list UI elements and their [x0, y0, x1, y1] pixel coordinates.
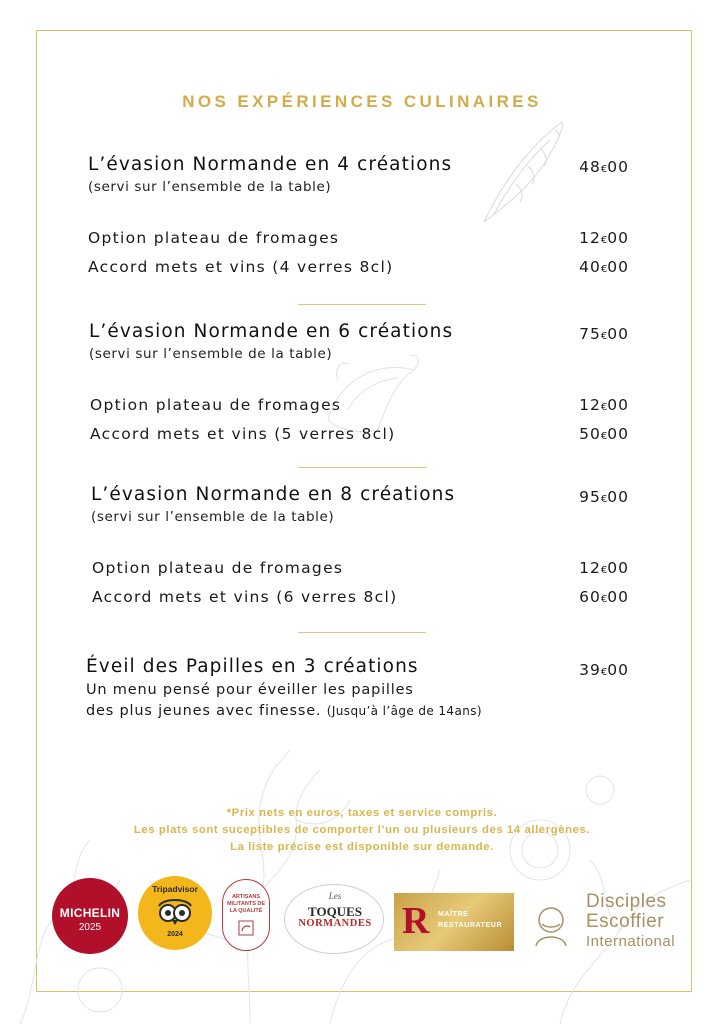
tripadvisor-logo — [138, 876, 212, 950]
option-wine-price-6: 50€00 — [579, 425, 629, 443]
maitre-restaurateur-logo — [394, 893, 514, 951]
option-cheese-4: Option plateau de fromages — [88, 229, 340, 247]
footer-allergens-note: Les plats sont suceptibles de comporter l’un ou plusieurs des 14 allergènes. — [133, 824, 591, 836]
kids-menu-age-note: (Jusqu’à l’âge de 14ans) — [326, 704, 482, 718]
toques-label: TOQUES — [308, 904, 362, 919]
international-line: International — [586, 933, 676, 950]
kids-menu-price: 39€00 — [579, 661, 629, 679]
separator — [298, 467, 426, 468]
menu-subtitle-4: (servi sur l’ensemble de la table) — [88, 179, 332, 195]
option-cheese-price-6: 12€00 — [579, 396, 629, 414]
owl-icon — [157, 896, 193, 926]
menu-title-8: L’évasion Normande en 8 créations — [91, 484, 456, 505]
menu-subtitle-8: (servi sur l’ensemble de la table) — [91, 509, 335, 525]
option-wine-price-4: 40€00 — [579, 258, 629, 276]
disciples-line: Disciples — [586, 891, 667, 912]
escoffier-line: Escoffier — [586, 911, 665, 932]
disciples-label — [586, 892, 675, 952]
tripadvisor-year: 2024 — [167, 931, 183, 938]
toques-normandes-logo — [284, 884, 384, 954]
separator — [298, 632, 426, 633]
disciples-escoffier-logo — [526, 892, 686, 954]
artisans-label: ARTISANS MILITANTS DE LA QUALITÉ — [226, 894, 266, 914]
footer-prices-note: *Prix nets en euros, taxes et service compris. — [226, 807, 498, 819]
separator — [298, 304, 426, 305]
maitre-label: MAÎTRE — [438, 911, 469, 918]
option-cheese-price-8: 12€00 — [579, 559, 629, 577]
rooster-icon — [238, 920, 254, 936]
option-wine-price-8: 60€00 — [579, 588, 629, 606]
toques-les: Les — [328, 891, 342, 901]
michelin-logo — [52, 878, 128, 954]
normandes-label: NORMANDES — [298, 918, 372, 929]
escoffier-portrait-icon — [526, 898, 576, 948]
r-emblem-icon: R — [402, 900, 430, 942]
kids-menu-desc-2: des plus jeunes avec finesse. (Jusqu’à l’âge de 14ans) — [86, 703, 482, 719]
option-cheese-8: Option plateau de fromages — [92, 559, 344, 577]
option-wine-4: Accord mets et vins (4 verres 8cl) — [88, 258, 394, 276]
option-wine-8: Accord mets et vins (6 verres 8cl) — [92, 588, 398, 606]
footer-list-note: La liste précise est disponible sur demande. — [230, 841, 494, 853]
option-cheese-price-4: 12€00 — [579, 229, 629, 247]
menu-price-6: 75€00 — [579, 325, 629, 343]
restaurateur-label: RESTAURATEUR — [438, 922, 503, 929]
menu-price-4: 48€00 — [579, 158, 629, 176]
page-title: NOS EXPÉRIENCES CULINAIRES — [182, 92, 542, 111]
option-cheese-6: Option plateau de fromages — [90, 396, 342, 414]
artisans-qualite-logo — [222, 879, 270, 951]
option-wine-6: Accord mets et vins (5 verres 8cl) — [90, 425, 396, 443]
michelin-year: 2025 — [78, 922, 102, 933]
menu-title-4: L’évasion Normande en 4 créations — [88, 154, 453, 175]
kids-menu-desc-1: Un menu pensé pour éveiller les papilles — [86, 682, 414, 698]
michelin-label: MICHELIN — [59, 906, 121, 920]
menu-title-6: L’évasion Normande en 6 créations — [89, 321, 454, 342]
tripadvisor-label: Tripadvisor — [152, 884, 198, 894]
menu-subtitle-6: (servi sur l’ensemble de la table) — [89, 346, 333, 362]
kids-menu-title: Éveil des Papilles en 3 créations — [86, 656, 419, 677]
menu-price-8: 95€00 — [579, 488, 629, 506]
